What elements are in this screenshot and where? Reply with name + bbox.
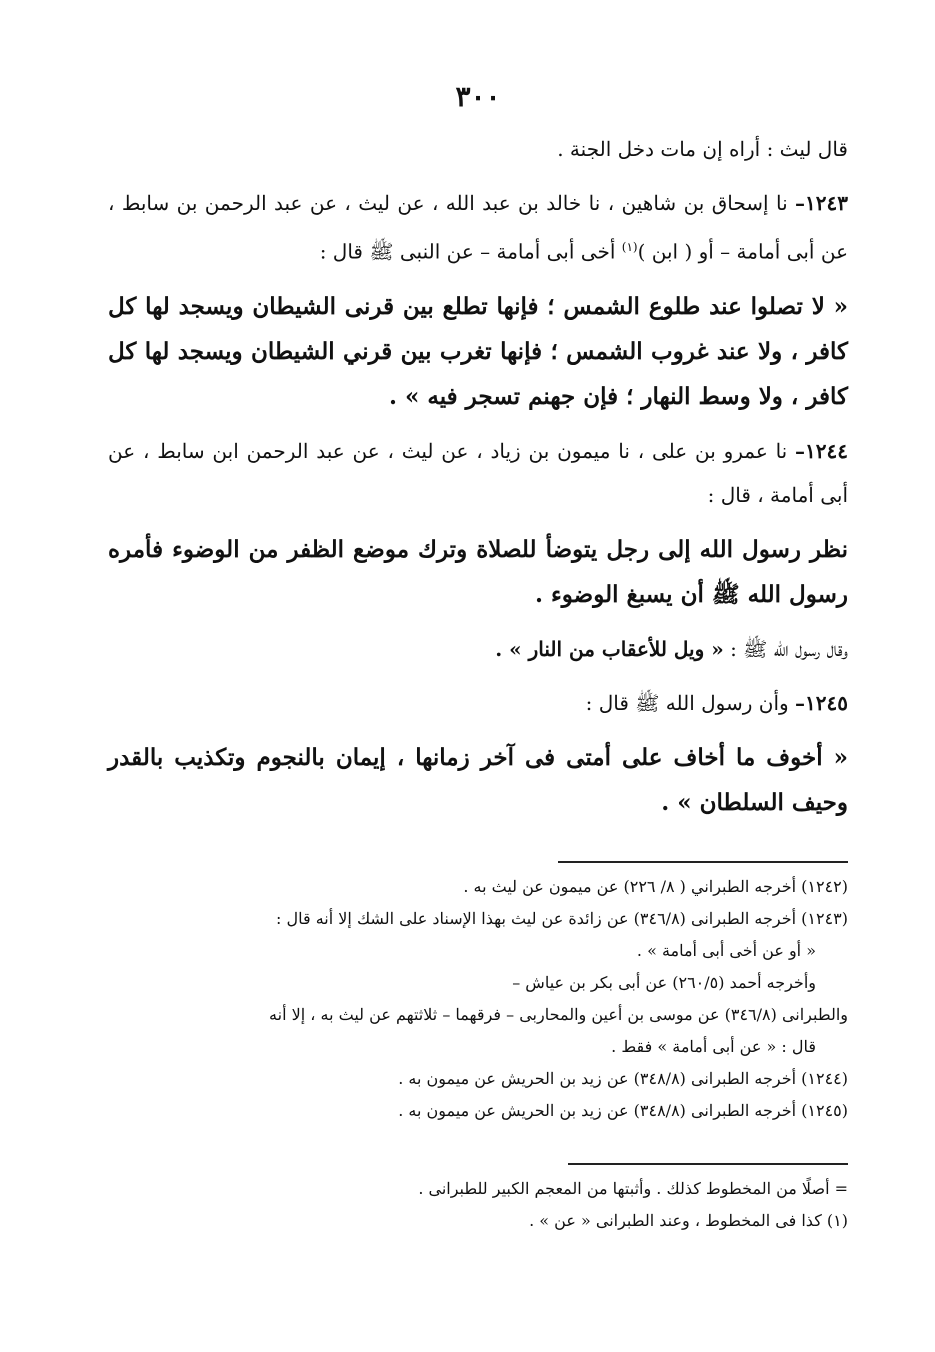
- hadith-1243-text: « لا تصلوا عند طلوع الشمس ؛ فإنها تطلع بين قرنى الشيطان ويسجد لها كل كافر ، ولا عند غروب الشمس ؛ فإنها تغرب بين قرني الشيطان ويسجد لها كل كافر ، ولا وسط النهار ؛ فإن جهنم تسجر فيه » .: [108, 292, 848, 410]
- paragraph-laith-comment: قال ليث : أراه إن مات دخل الجنة .: [557, 137, 848, 161]
- footnote-divider: [558, 861, 848, 863]
- hadith-1244-chain: [108, 429, 848, 517]
- hadith-number-1245: ١٢٤٥–: [795, 690, 848, 715]
- footnote-1243-end: قال : « عن أبى أمامة » فقط .: [611, 1036, 816, 1056]
- chain-text: وأن رسول الله ﷺ قال :: [585, 690, 789, 715]
- hadith-number-1243: ١٢٤٣–: [795, 191, 848, 215]
- hadith-1245-text: « أخوف ما أخاف على أمتى فى آخر زمانها ، إيمان بالنجوم وتكذيب بالقدر وحيف السلطان » .: [108, 743, 848, 816]
- saying-intro: وقال رسول الله ﷺ :: [730, 636, 848, 661]
- footnote-1243: (١٢٤٣) أخرجه الطبرانى (٣٤٦/٨) عن زائدة عن ليث بهذا الإسناد على الشك إلا أنه قال :: [276, 908, 848, 928]
- footnote-1242: (١٢٤٢) أخرجه الطبراني ( ٨/ ٢٢٦) عن ميمون عن ليث به .: [463, 876, 848, 896]
- note-1: (١) كذا فى المخطوط ، وعند الطبرانى « عن » .: [529, 1210, 848, 1230]
- footnote-1245: (١٢٤٥) أخرجه الطبرانى (٣٤٨/٨) عن زيد بن الحريش عن ميمون به .: [398, 1100, 848, 1120]
- notes-divider: [568, 1163, 848, 1165]
- editor-notes: [108, 1173, 848, 1237]
- footnote-1243-quote: « أو عن أخى أبى أمامة » .: [636, 940, 816, 960]
- chain-text: نا إسحاق بن شاهين ، نا خالد بن عبد الله ، عن ليث ، عن عبد الرحمن بن سابط ، عن أبى أمامة – أو ( ابن ): [108, 191, 848, 264]
- footnotes: [108, 871, 848, 1127]
- document-page: [108, 80, 848, 1237]
- hadith-1243-chain: [108, 181, 848, 274]
- note-continuation: = أصلًا من المخطوط كذلك . وأثبتها من المعجم الكبير للطبرانى .: [418, 1178, 848, 1198]
- footnote-1243-tabarani: والطبرانى (٣٤٦/٨) عن موسى بن أعين والمحاربى – فرقهما – ثلاثتهم عن ليث به ، إلا أنه: [269, 1004, 848, 1024]
- chain-text: نا عمرو بن على ، نا ميمون بن زياد ، عن ليث ، عن عبد الرحمن ابن سابط ، عن أبى أمامة ، قال :: [108, 438, 848, 507]
- saying-text: « ويل للأعقاب من النار » .: [495, 636, 724, 661]
- footnote-marker: (١): [621, 240, 638, 254]
- hadith-1245-chain: [108, 681, 848, 725]
- hadith-number-1244: ١٢٤٤–: [795, 438, 849, 463]
- chain-text-rest: أخى أبى أمامة – عن النبى ﷺ قال :: [319, 239, 616, 264]
- hadith-1244-text: نظر رسول الله إلى رجل يتوضأ للصلاة وترك موضع الظفر من الوضوء فأمره رسول الله ﷺ أن يسبغ الوضوء .: [108, 535, 848, 608]
- hadith-1244-saying: [108, 627, 848, 671]
- footnote-1243-ahmad: وأخرجه أحمد (٢٦٠/٥) عن أبى بكر بن عياش –: [512, 972, 816, 992]
- page-number: ٣٠٠: [455, 80, 501, 113]
- footnote-1244: (١٢٤٤) أخرجه الطبرانى (٣٤٨/٨) عن زيد بن الحريش عن ميمون به .: [398, 1068, 848, 1088]
